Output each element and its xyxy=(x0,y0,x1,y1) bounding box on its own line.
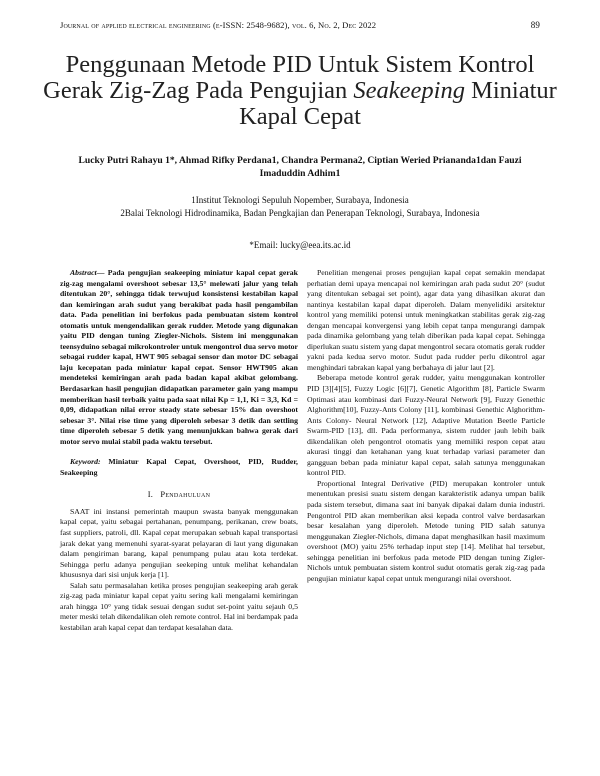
affiliation-1: 1Institut Teknologi Sepuluh Nopember, Surabaya, Indonesia xyxy=(191,195,409,205)
body-paragraph-2: Beberapa metode kontrol gerak rudder, yaitu menggunakan kontroller PID [3][4][5], Fuzzy Logic [6][7], Genetic Algorithm [8], Particle Swarm Optimasi atau kombinasi dari Fuzzy-Neural Network [9], Fuzzy Genethic Alghorithm[10], Fuzzy-Ants Colony [11], kombinasi Genethic Alghorithm-Ants Colony- Neural Network [12], Adaptive Mutation Beetle Particle Swarm-PID [13], dll. Pada performanya, sistem rudder jauh lebih baik dikendalikan oleh pengontrol otomatis yang memiliki respon cepat atau akurasi tinggi dan ketahanan yang kuat terhadap variasi parameter dan gangguan beban pada miniatur kapal cepat, salah satunya menggunakan kontrol PID. xyxy=(307,373,545,478)
body-paragraph-1: Penelitian mengenai proses pengujian kapal cepat semakin mendapat perhatian demi upaya mencapai nol kemiringan arah pada sudut 20° (sudut yang ditentukan sebagai set point), agar data yang dihasilkan akurat dan nantinya kestabilan kapal dapat diperoleh. Dalam menyelidiki arsitektur kontrol yang memiliki potensi untuk meningkatkan stabilitas gerak zig-zag dengan mencapai konvergensi yang lebih cepat tanpa mengurangi dampak pada dinamika gelombang yang telah diberikan pada kapal cepat. Sehingga diperlukan suatu sistem yang dapat mengontrol secara otomatis gerak rudder yakni pada kedua servo motor. Sudut pada rudder perlu dikontrol agar menghindari tabrakan kapal yang berbahaya di jalur laut [2]. xyxy=(307,268,545,372)
paper-title xyxy=(40,52,560,130)
authors-line-2: Imaduddin Adhim1 xyxy=(259,168,341,179)
page-number: 89 xyxy=(530,20,540,30)
affiliation-2: 2Balai Teknologi Hidrodinamika, Badan Pengkajian dan Penerapan Teknologi, Surabaya, Indonesia xyxy=(120,208,480,218)
title-line-3: Kapal Cepat xyxy=(239,103,361,130)
running-header xyxy=(60,20,540,34)
abstract-text: Pada pengujian seakeeping miniatur kapal cepat gerak zig-zag mengalami overshoot sebesar 13,5° melewati jalur yang telah ditentukan 20°, sehingga tidak terwujud konsistensi kestabilan kapal dan kemiringan arah sudut yang berakibat pada hasil pengambilan data. Pada penelitian ini berfokus pada pembuatan sistem kontrol otomatis untuk mengendalikan gerak rudder. Metode yang digunakan yaitu PID dengan tuning Ziegler-Nichols. Sistem ini menggunakan teensyduino sebagai mikrokontroler untuk mengontrol dua servo motor sebagai rudder kapal, HWT 905 sebagai sensor dan motor DC sebagai laju kecepatan pada miniatur kapal cepat. Sensor HWT905 akan mendeteksi kemiringan arah pada badan kapal akibat gelombang. Berdasarkan hasil pengujian didapatkan parameter gain yang mampu memberikan hasil terbaik yaitu pada saat nilai Kp = 1,1, Ki = 3,3, Kd = 0,09, didapatkan nilai error steady state sebesar 15% dan overshoot sebesar 3°. Nilai rise time yang diperoleh sebesar 3 detik dan settling time diperoleh sebesar 5 detik yang menunjukkan bahwa gerak dari motor servo mulai stabil pada waktu tersebut. xyxy=(60,268,298,446)
intro-paragraph-2: Salah satu permasalahan ketika proses pengujian seakeeping arah gerak zig-zag pada miniatur kapal cepat yaitu sering kali mengalami kemiringan arah hingga 10° yang tidak sesuai dengan sudut set-point yaitu sejauh 0,5 meter meski telah dikendalikan oleh remote control. Hal ini berdampak pada kestabilan arah kapal cepat dan terdapat kesalahan data. xyxy=(60,580,298,632)
section-heading-introduction: I. Pendahuluan xyxy=(147,490,211,500)
left-column xyxy=(60,268,298,634)
keywords-text: Miniatur Kapal Cepat, Overshoot, PID, Rudder, Seakeeping xyxy=(60,457,298,477)
intro-paragraph-1: SAAT ini instansi pemerintah maupun swasta banyak menggunakan kapal cepat, yaitu sebagai pertahanan, penumpang, perikanan, crew boats, fast suppliers, patroli, dll. Kapal cepat merupakan sebuah kapal transportasi jarak dekat yang memenuhi syarat-syarat pelayaran di laut yang digunakan dalam pengiriman barang, kapal penumpang pulau atau kota terdekat. Sehingga perlu adanya pengujian seekeping untuk melihat kehandalan khususnya dari sisi unjuk kerja [1]. xyxy=(60,506,298,580)
keywords-label: Keyword: xyxy=(70,457,101,467)
right-column xyxy=(307,268,545,584)
keywords xyxy=(60,457,298,478)
title-line-2: Gerak Zig-Zag Pada Pengujian Seakeeping Miniatur xyxy=(43,77,557,104)
author-list xyxy=(40,154,560,180)
journal-header: Journal of applied electrical engineering (e-ISSN: 2548-9682), vol. 6, No. 2, Dec 2022 xyxy=(60,20,377,30)
title-italic-term: Seakeeping xyxy=(353,77,465,104)
abstract-label: Abstract— xyxy=(70,268,105,277)
corresponding-email: *Email: lucky@eea.its.ac.id xyxy=(249,240,351,250)
abstract xyxy=(60,268,298,447)
body-paragraph-3: Proportional Integral Derivative (PID) merupakan kontroler untuk menentukan presisi suatu sistem dengan karakteristik adanya umpan balik pada sistem tersebut, dimana saat ini banyak dipakai dalam dunia industri. Pengontrol PID akan memberikan aksi kepada control valve berdasarkan besar kesalahan yang diperoleh. Metode tuning PID salah satunya menggunakan Ziegler-Nichols, dimana dapat menghasilkan hasil maximum overshoot (MO) yaitu 25% terhadap input step [14]. Melihat hal tersebut, sehingga penelitian ini berfokus pada metode PID dengan tuning Zigler-Nichols untuk pembuatan sistem kontrol sudut otomatis gerak zig-zag pada pengujian miniatur kapal cepat untuk mengurangi nilai overshoot. xyxy=(307,478,545,583)
title-line-1: Penggunaan Metode PID Untuk Sistem Kontrol xyxy=(65,51,535,78)
authors-line-1: Lucky Putri Rahayu 1*, Ahmad Rifky Perdana1, Chandra Permana2, Ciptian Weried Priananda1dan Fauzi xyxy=(78,155,522,166)
